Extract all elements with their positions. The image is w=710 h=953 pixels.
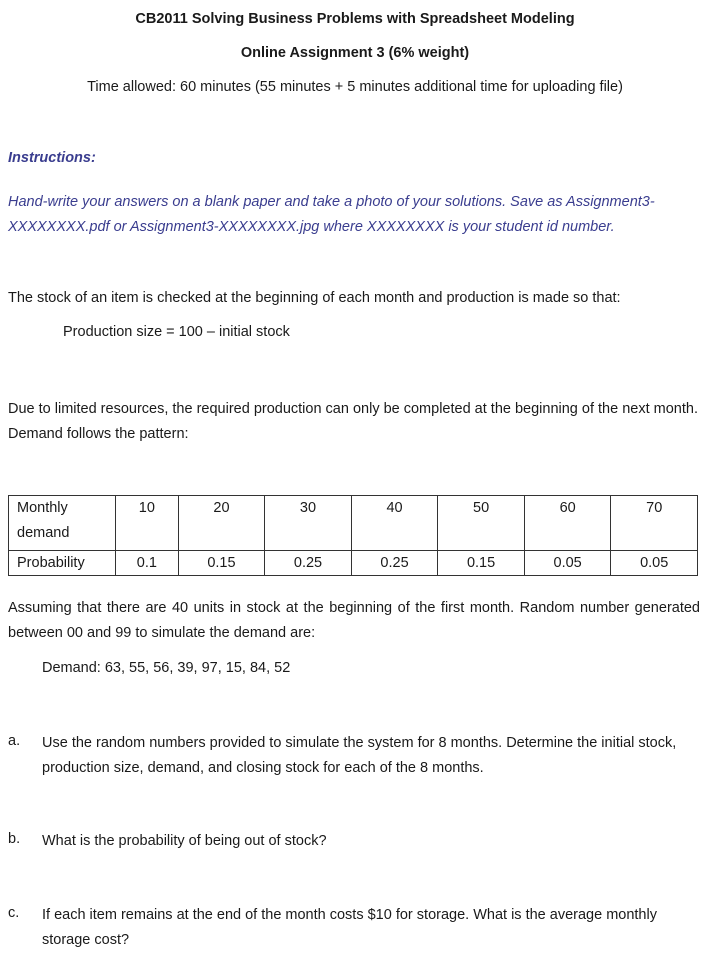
demand-cell: 60 (524, 496, 611, 551)
demand-cell: 20 (178, 496, 265, 551)
probability-cell: 0.1 (116, 551, 179, 576)
probability-cell: 0.25 (351, 551, 438, 576)
question-a-text: Use the random numbers provided to simulate the system for 8 months. Determine the initial stock, production size, demand, and closing stock for each of the 8 months. (42, 735, 677, 776)
question-c-label: c. (8, 905, 20, 921)
time-allowed: Time allowed: 60 minutes (55 minutes + 5 minutes additional time for uploading file) (87, 79, 623, 95)
production-formula: Production size = 100 – initial stock (63, 324, 290, 340)
demand-cell: 30 (265, 496, 352, 551)
course-title: CB2011 Solving Business Problems with Spreadsheet Modeling (135, 11, 575, 27)
random-numbers: Demand: 63, 55, 56, 39, 97, 15, 84, 52 (42, 660, 291, 676)
demand-cell: 40 (351, 496, 438, 551)
row-label-demand: Monthly demand (9, 496, 116, 551)
probability-cell: 0.15 (438, 551, 525, 576)
probability-cell: 0.15 (178, 551, 265, 576)
probability-cell: 0.05 (611, 551, 698, 576)
production-constraint: Due to limited resources, the required production can only be completed at the beginning of the next month. Demand follows the pattern: (8, 401, 698, 442)
demand-distribution-table (8, 495, 698, 576)
question-b-text: What is the probability of being out of stock? (42, 833, 327, 849)
table-row (9, 496, 698, 551)
row-label-probability: Probability (9, 551, 116, 576)
question-b-label: b. (8, 831, 21, 847)
initial-assumption: Assuming that there are 40 units in stock at the beginning of the first month. Random number generated between 00 and 99 to simulate the demand are: (8, 600, 700, 641)
demand-cell: 50 (438, 496, 525, 551)
probability-cell: 0.05 (524, 551, 611, 576)
assignment-title: Online Assignment 3 (6% weight) (240, 45, 470, 61)
problem-intro: The stock of an item is checked at the beginning of each month and production is made so that: (8, 290, 621, 306)
question-a-label: a. (8, 733, 21, 749)
instructions-body: Hand-write your answers on a blank paper and take a photo of your solutions. Save as Assignment3-XXXXXXXX.pdf or Assignment3-XXXXXXXX.jpg where XXXXXXXX is your student id number. (8, 194, 655, 235)
question-c-text: If each item remains at the end of the month costs $10 for storage. What is the average monthly storage cost? (42, 907, 657, 948)
instructions-heading: Instructions: (8, 150, 96, 166)
demand-cell: 70 (611, 496, 698, 551)
probability-cell: 0.25 (265, 551, 352, 576)
table-row (9, 551, 698, 576)
demand-cell: 10 (116, 496, 179, 551)
